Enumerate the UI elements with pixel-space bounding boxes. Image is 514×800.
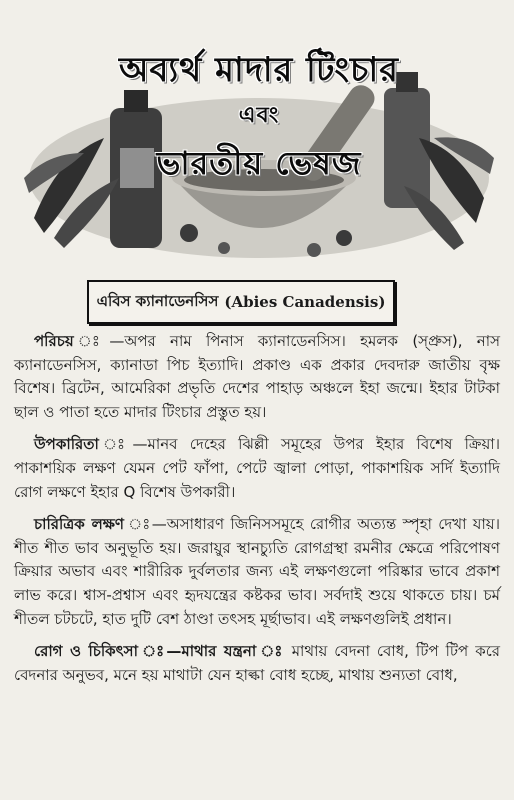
book-title-line-2: এবং [238,102,280,128]
section-text: ঃ—অপর নাম পিনাস ক্যানাডেনসিস। হমলক (স্প্রুস), নাস ক্যানাডেনসিস, ক্যানাডা পিচ ইত্যাদি। প্রকাণ্ড এক প্রকার দেবদারু জাতীয় বৃক্ষ বিশেষ। ব্রিটেন, আমেরিকা প্রভৃতি দেশের পাহাড় অঞ্চলে ইহা জন্মে। ইহার টাটকা ছাল ও পাতা হতে মাদার টিংচার প্রস্তুত হয়। [14,332,500,421]
section-label: পরিচয় [34,332,74,350]
section-text: ঃ—অসাধারণ জিনিসসমূহে রোগীর অত্যন্ত স্পৃহা দেখা যায়। শীত শীত ভাব অনুভূতি হয়। জরায়ুর স্থানচ্যুতি রোগগ্রস্থা রমনীর ক্ষেত্রে পরিপোষণ ক্রিয়ার অভাব এবং শারীরিক দুর্বলতার জন্য এই লক্ষণগুলো পরিষ্কার ভাবে প্রকাশ লাভ করে। শ্বাস-প্রশ্বাস এবং হৃদযন্ত্রের কষ্টকর ভাব। সর্বদাই শুয়ে থাকতে চায়। চর্ম শীতল চটচটে, হাত দুটি বেশ ঠাণ্ডা তৎসহ মূর্ছাভাব। এই লক্ষণগুলিই প্রধান। [14,515,500,628]
remedy-name-bengali: এবিস ক্যানাডেনসিস [96,291,219,310]
section-characteristic-symptoms [14,513,500,631]
book-title-line-3: ভারতীয় ভেষজ [156,144,362,182]
remedy-heading [87,280,395,324]
section-label: রোগ ও চিকিৎসা ঃ—মাথার যন্ত্রনা ঃ [34,642,285,661]
section-disease-treatment [14,640,500,687]
section-text: মাথায় বেদনা বোধ, টিপ টিপ করে বেদনার অনুভব, মনে হয় মাথাটা যেন হাল্কা বোধ হচ্ছে, মাথায় শুন্যতা বোধ, [14,642,501,684]
title-banner [24,28,494,260]
section-benefits [14,433,500,504]
section-text: ঃ—মানব দেহের ঝিল্লী সমূহের উপর ইহার বিশেষ ক্রিয়া। পাকাশয়িক লক্ষণ যেমন পেট ফাঁপা, পেটে জ্বালা পোড়া, পাকাশয়িক সর্দি ইত্যাদি রোগ লক্ষণে ইহার Q বিশেষ উপকারী। [14,435,500,501]
section-label: উপকারিতা [34,435,99,454]
remedy-name-latin: (Abies Canadensis) [224,293,386,311]
remedy-description [14,330,500,696]
section-label: চারিত্রিক লক্ষণ [34,515,124,534]
book-title-line-1: অব্যর্থ মাদার টিংচার [119,50,399,90]
section-introduction [14,330,500,424]
